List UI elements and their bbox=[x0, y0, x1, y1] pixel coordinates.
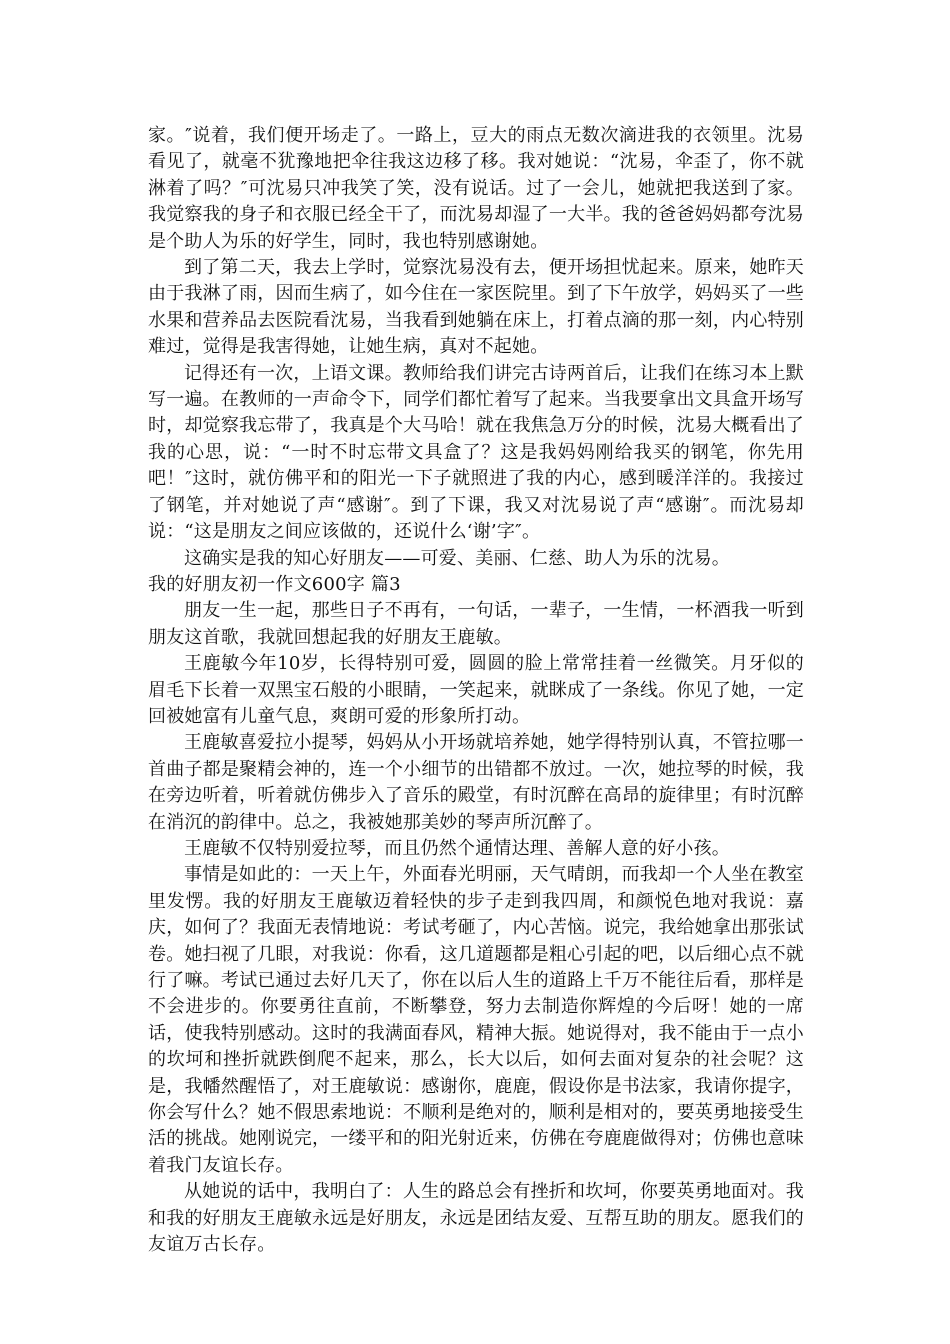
document-body bbox=[148, 123, 804, 1258]
paragraph: 王鹿敏今年10岁，长得特别可爱，圆圆的脸上常常挂着一丝微笑。月牙似的眉毛下长着一双黑宝石般的小眼睛，一笑起来，就眯成了一条线。你见了她，一定回被她富有儿童气息，爽朗可爱的形象所打动。 bbox=[148, 653, 804, 727]
section-heading: 我的好朋友初一作文600字 篇3 bbox=[148, 573, 401, 595]
paragraph: 朋友一生一起，那些日子不再有，一句话，一辈子，一生情，一杯酒我一听到朋友这首歌，我就回想起我的好朋友王鹿敏。 bbox=[148, 600, 804, 648]
paragraph: 从她说的话中，我明白了：人生的路总会有挫折和坎坷，你要英勇地面对。我和我的好朋友王鹿敏永远是好朋友，永远是团结友爱、互帮互助的朋友。愿我们的友谊万古长存。 bbox=[148, 1181, 804, 1256]
paragraph: 记得还有一次，上语文课。教师给我们讲完古诗两首后，让我们在练习本上默写一遍。在教师的一声命令下，同学们都忙着写了起来。当我要拿出文具盒开场写时，却觉察我忘带了，我真是个大马哈！就在我焦急万分的时候，沈易大概看出了我的心思，说：“一时不时忘带文具盒了？这是我妈妈刚给我买的钢笔，你先用吧！″这时，就仿佛平和的阳光一下子就照进了我的内心，感到暖洋洋的。我接过了钢笔，并对她说了声“感谢″。到了下课，我又对沈易说了声“感谢″。而沈易却说：“这是朋友之间应该做的，还说什么‘谢’字″。 bbox=[148, 362, 804, 543]
paragraph: 事情是如此的：一天上午，外面春光明丽，天气晴朗，而我却一个人坐在教室里发愣。我的好朋友王鹿敏迈着轻快的步子走到我四周，和颜悦色地对我说：嘉庆，如何了？我面无表情地说：考试考砸了，内心苦恼。说完，我给她拿出那张试卷。她扫视了几眼，对我说：你看，这几道题都是粗心引起的吧，以后细心点不就行了嘛。考试已通过去好几天了，你在以后人生的道路上千万不能往后看，那样是不会进步的。你要勇往直前，不断攀登，努力去制造你辉煌的今后呀！她的一席话，使我特别感动。这时的我满面春风，精神大振。她说得对，我不能由于一点小的坎坷和挫折就跌倒爬不起来，那么，长大以后，如何去面对复杂的社会呢？这是，我幡然醒悟了，对王鹿敏说：感谢你，鹿鹿，假设你是书法家，我请你提字，你会写什么？她不假思索地说：不顺利是绝对的，顺利是相对的，要英勇地接受生活的挑战。她刚说完，一缕平和的阳光射近来，仿佛在夸鹿鹿做得对；仿佛也意味着我门友谊长存。 bbox=[148, 864, 804, 1176]
paragraph-continuation: 家。″说着，我们便开场走了。一路上，豆大的雨点无数次滴进我的衣领里。沈易看见了，就毫不犹豫地把伞往我这边移了移。我对她说：“沈易，伞歪了，你不就淋着了吗？″可沈易只冲我笑了笑，没有说话。过了一会儿，她就把我送到了家。我觉察我的身子和衣服已经全干了，而沈易却湿了一大半。我的爸爸妈妈都夸沈易是个助人为乐的好学生，同时，我也特别感谢她。 bbox=[148, 125, 804, 252]
paragraph: 这确实是我的知心好朋友——可爱、美丽、仁慈、助人为乐的沈易。 bbox=[184, 547, 730, 569]
paragraph: 到了第二天，我去上学时，觉察沈易没有去，便开场担忧起来。原来，她昨天由于我淋了雨，因而生病了，如今住在一家医院里。到了下午放学，妈妈买了一些水果和营养品去医院看沈易，当我看到她躺在床上，打着点滴的那一刻，内心特别难过，觉得是我害得她，让她生病，真对不起她。 bbox=[148, 257, 804, 358]
paragraph: 王鹿敏不仅特别爱拉琴，而且仍然个通情达理、善解人意的好小孩。 bbox=[184, 837, 730, 859]
paragraph: 王鹿敏喜爱拉小提琴，妈妈从小开场就培养她，她学得特别认真，不管拉哪一首曲子都是聚精会神的，连一个小细节的出错都不放过。一次，她拉琴的时候，我在旁边听着，听着就仿佛步入了音乐的殿堂，有时沉醉在高昂的旋律里；有时沉醉在消沉的韵律中。总之，我被她那美妙的琴声所沉醉了。 bbox=[148, 732, 804, 833]
